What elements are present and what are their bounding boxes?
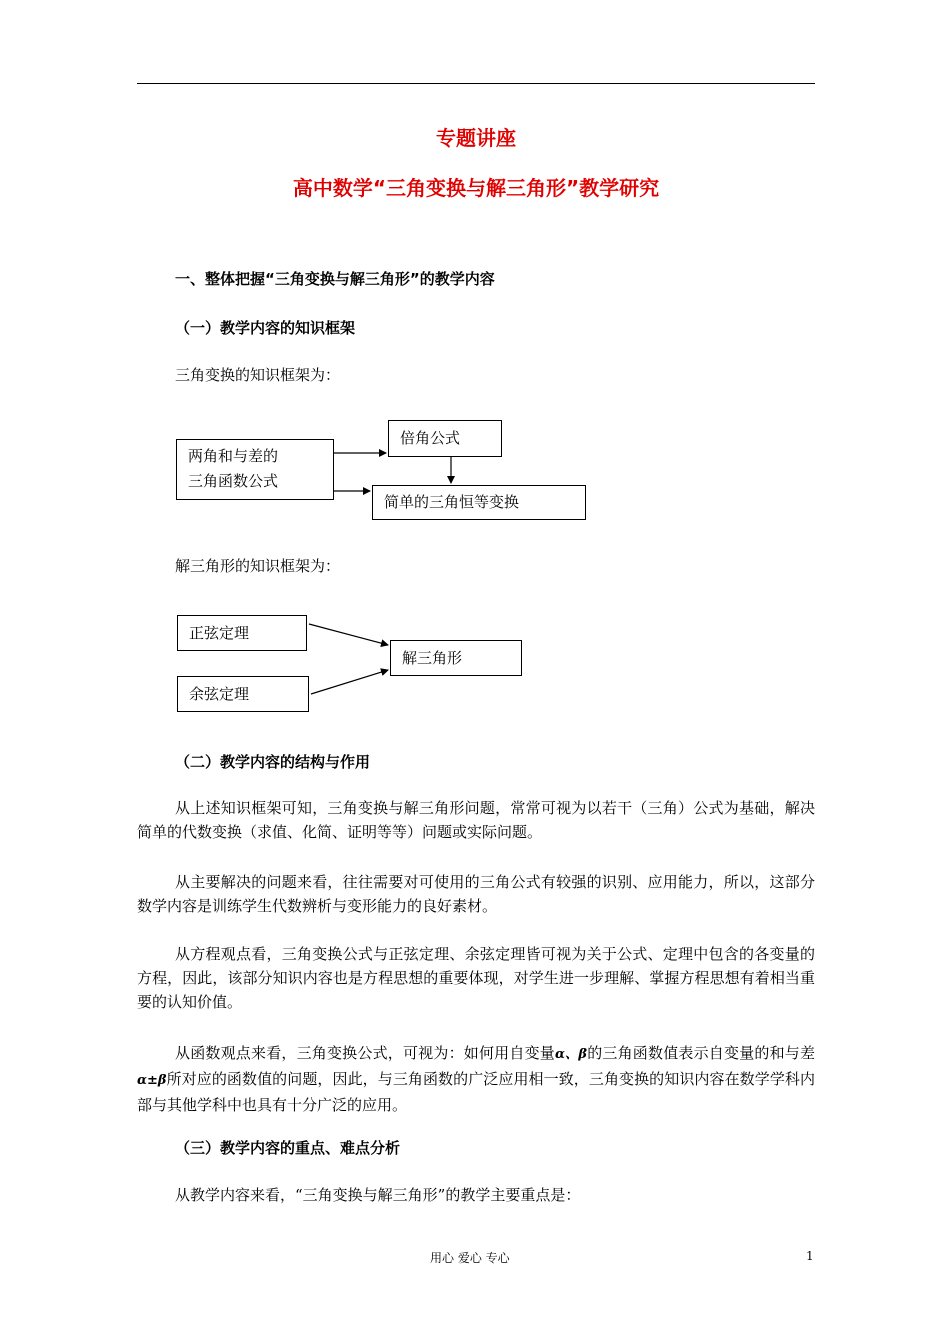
box-double-angle-label: 倍角公式 bbox=[400, 429, 461, 447]
paragraph-3: 从方程观点看，三角变换公式与正弦定理、余弦定理皆可视为关于公式、定理中包含的各变量的方程，因此，该部分知识内容也是方程思想的重要体现，对学生进一步理解、掌握方程思想有着相当重要的认知价值。 bbox=[137, 945, 815, 1011]
diagram2-intro: 解三角形的知识框架为： bbox=[175, 557, 341, 575]
paragraph-4-part2: 的三角函数值表示自变量的和与差 bbox=[587, 1044, 815, 1062]
header-rule bbox=[137, 83, 815, 84]
paragraph-4 bbox=[137, 1041, 815, 1117]
formula-sum-difference: α±β bbox=[137, 1073, 167, 1088]
box-double-angle bbox=[388, 420, 502, 457]
box-solve-triangle-label: 解三角形 bbox=[402, 649, 463, 667]
box-identity-transform-label: 简单的三角恒等变换 bbox=[384, 493, 520, 511]
paragraph-1: 从上述知识框架可知，三角变换与解三角形问题，常常可视为以若干（三角）公式为基础，解决简单的代数变换（求值、化简、证明等等）问题或实际问题。 bbox=[137, 799, 815, 841]
arrow-sine-to-solve bbox=[309, 624, 388, 645]
formula-variables: α、β bbox=[554, 1047, 588, 1062]
paragraph-4-part1: 从函数观点来看，三角变换公式，可视为：如何用自变量 bbox=[175, 1044, 555, 1062]
box-label-line2: 三角函数公式 bbox=[188, 472, 279, 490]
subsection-heading-1: （一）教学内容的知识框架 bbox=[175, 319, 356, 337]
paragraph-2: 从主要解决的问题来看，往往需要对可使用的三角公式有较强的识别、应用能力，所以，这部分数学内容是训练学生代数辨析与变形能力的良好素材。 bbox=[137, 873, 815, 915]
paragraph-5: 从教学内容来看，“三角变换与解三角形”的教学主要重点是： bbox=[175, 1186, 581, 1204]
subsection-heading-2: （二）教学内容的结构与作用 bbox=[175, 753, 371, 771]
box-sum-difference-formulas bbox=[176, 439, 334, 500]
section-heading-1: 一、整体把握“三角变换与解三角形”的教学内容 bbox=[175, 270, 495, 288]
doc-title: 专题讲座 bbox=[436, 126, 516, 150]
page-number: 1 bbox=[806, 1249, 814, 1263]
diagram1-intro: 三角变换的知识框架为： bbox=[175, 366, 341, 384]
doc-subtitle: 高中数学“三角变换与解三角形”教学研究 bbox=[292, 176, 660, 200]
footer-motto: 用心 爱心 专心 bbox=[430, 1251, 510, 1265]
box-cosine-law-label: 余弦定理 bbox=[189, 685, 250, 703]
subsection-heading-3: （三）教学内容的重点、难点分析 bbox=[175, 1139, 401, 1157]
box-label-line1: 两角和与差的 bbox=[188, 447, 279, 465]
box-identity-transform bbox=[372, 485, 586, 520]
box-solve-triangle bbox=[390, 640, 522, 676]
box-sine-law-label: 正弦定理 bbox=[189, 624, 250, 642]
box-sine-law bbox=[177, 615, 307, 651]
box-cosine-law bbox=[177, 676, 309, 712]
paragraph-4-part3: 所对应的函数值的问题，因此，与三角函数的广泛应用相一致，三角变换的知识内容在数学学科内部与其他学科中也具有十分广泛的应用。 bbox=[137, 1070, 815, 1114]
arrow-cosine-to-solve bbox=[311, 670, 388, 694]
